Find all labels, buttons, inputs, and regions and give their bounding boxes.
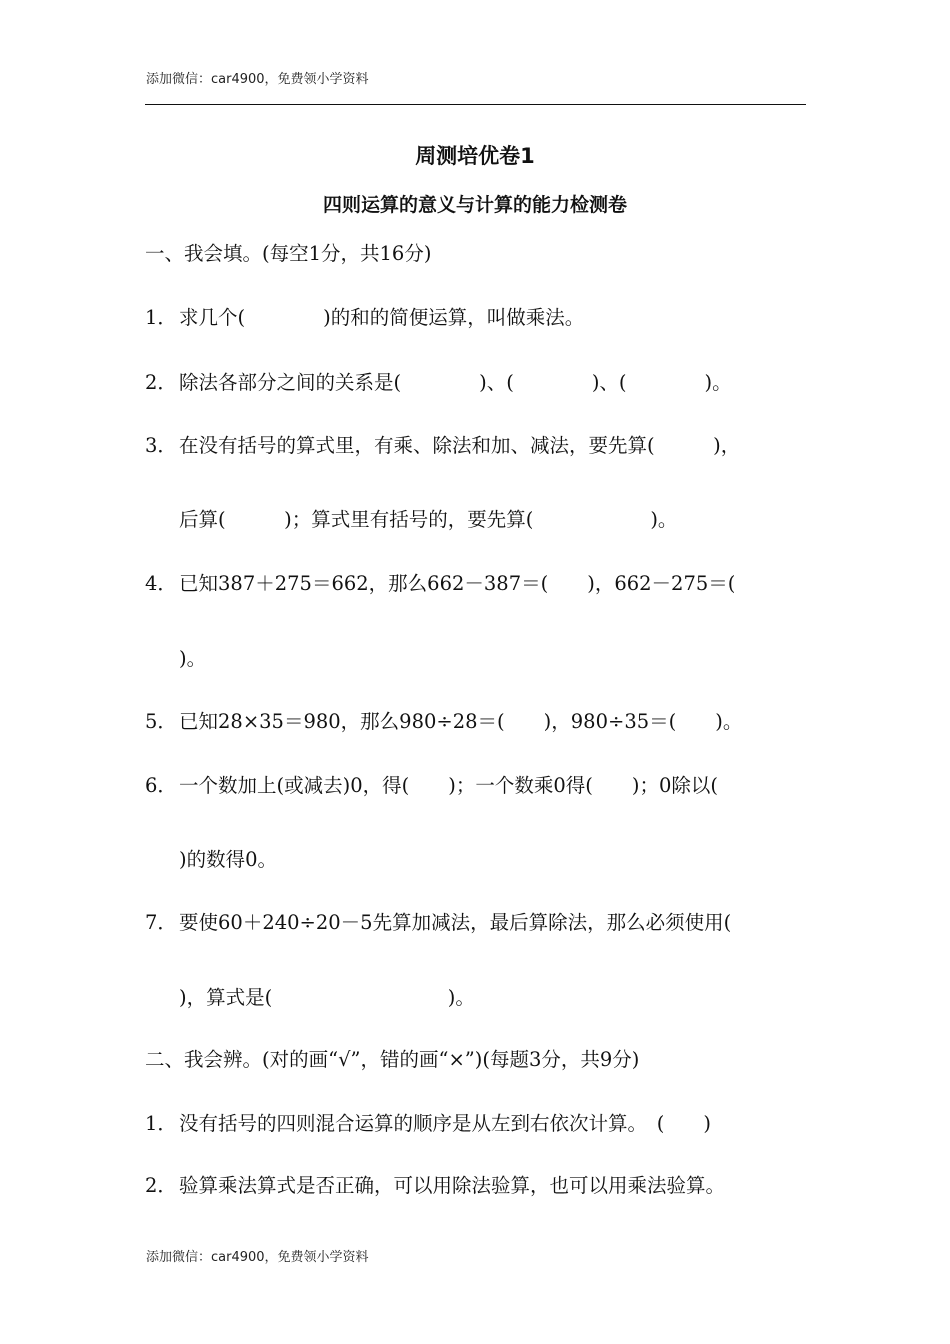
header-rule <box>145 104 806 105</box>
question-5 <box>145 706 742 734</box>
question-number: 1． <box>145 1112 177 1135</box>
question-6-continued: )的数得0。 <box>179 848 278 871</box>
question-6 <box>145 770 718 798</box>
section-1-heading: 一、我会填。(每空1分，共16分) <box>145 242 432 265</box>
question-text: 已知387＋275＝662，那么662－387＝( )，662－275＝( <box>179 572 736 595</box>
judge-question-1 <box>145 1108 711 1136</box>
question-7-continued: )，算式是( )。 <box>179 986 475 1009</box>
question-2 <box>145 367 732 395</box>
header-note: 添加微信：car4900，免费领小学资料 <box>146 72 369 87</box>
question-text: 求几个( )的和的简便运算，叫做乘法。 <box>179 306 585 329</box>
question-text: 在没有括号的算式里，有乘、除法和加、减法，要先算( )， <box>179 434 741 457</box>
question-1 <box>145 302 584 330</box>
question-4-continued: )。 <box>179 647 207 670</box>
question-4 <box>145 568 735 596</box>
question-3-continued: 后算( )；算式里有括号的，要先算( )。 <box>179 508 678 531</box>
question-text: 没有括号的四则混合运算的顺序是从左到右依次计算。 ( ) <box>179 1112 711 1135</box>
footer-note: 添加微信：car4900，免费领小学资料 <box>146 1250 369 1265</box>
question-number: 4． <box>145 572 177 595</box>
judge-question-2 <box>145 1170 725 1198</box>
question-text: 验算乘法算式是否正确，可以用除法验算，也可以用乘法验算。 <box>179 1174 726 1197</box>
question-number: 5． <box>145 710 177 733</box>
page-subtitle: 四则运算的意义与计算的能力检测卷 <box>322 194 627 216</box>
question-text: 除法各部分之间的关系是( )、( )、( )。 <box>179 371 732 394</box>
section-2-heading: 二、我会辨。(对的画“√”，错的画“×”)(每题3分，共9分) <box>145 1048 640 1071</box>
question-number: 2． <box>145 1174 177 1197</box>
question-number: 3． <box>145 434 177 457</box>
question-text: 已知28×35＝980，那么980÷28＝( )，980÷35＝( )。 <box>179 710 743 733</box>
question-3 <box>145 430 740 458</box>
question-number: 1． <box>145 306 177 329</box>
question-text: 要使60＋240÷20－5先算加减法，最后算除法，那么必须使用( <box>179 911 732 934</box>
question-number: 6． <box>145 774 177 797</box>
question-7 <box>145 907 731 935</box>
page-title: 周测培优卷1 <box>415 144 535 168</box>
question-number: 7． <box>145 911 177 934</box>
question-number: 2． <box>145 371 177 394</box>
question-text: 一个数加上(或减去)0，得( )；一个数乘0得( )；0除以( <box>179 774 718 797</box>
